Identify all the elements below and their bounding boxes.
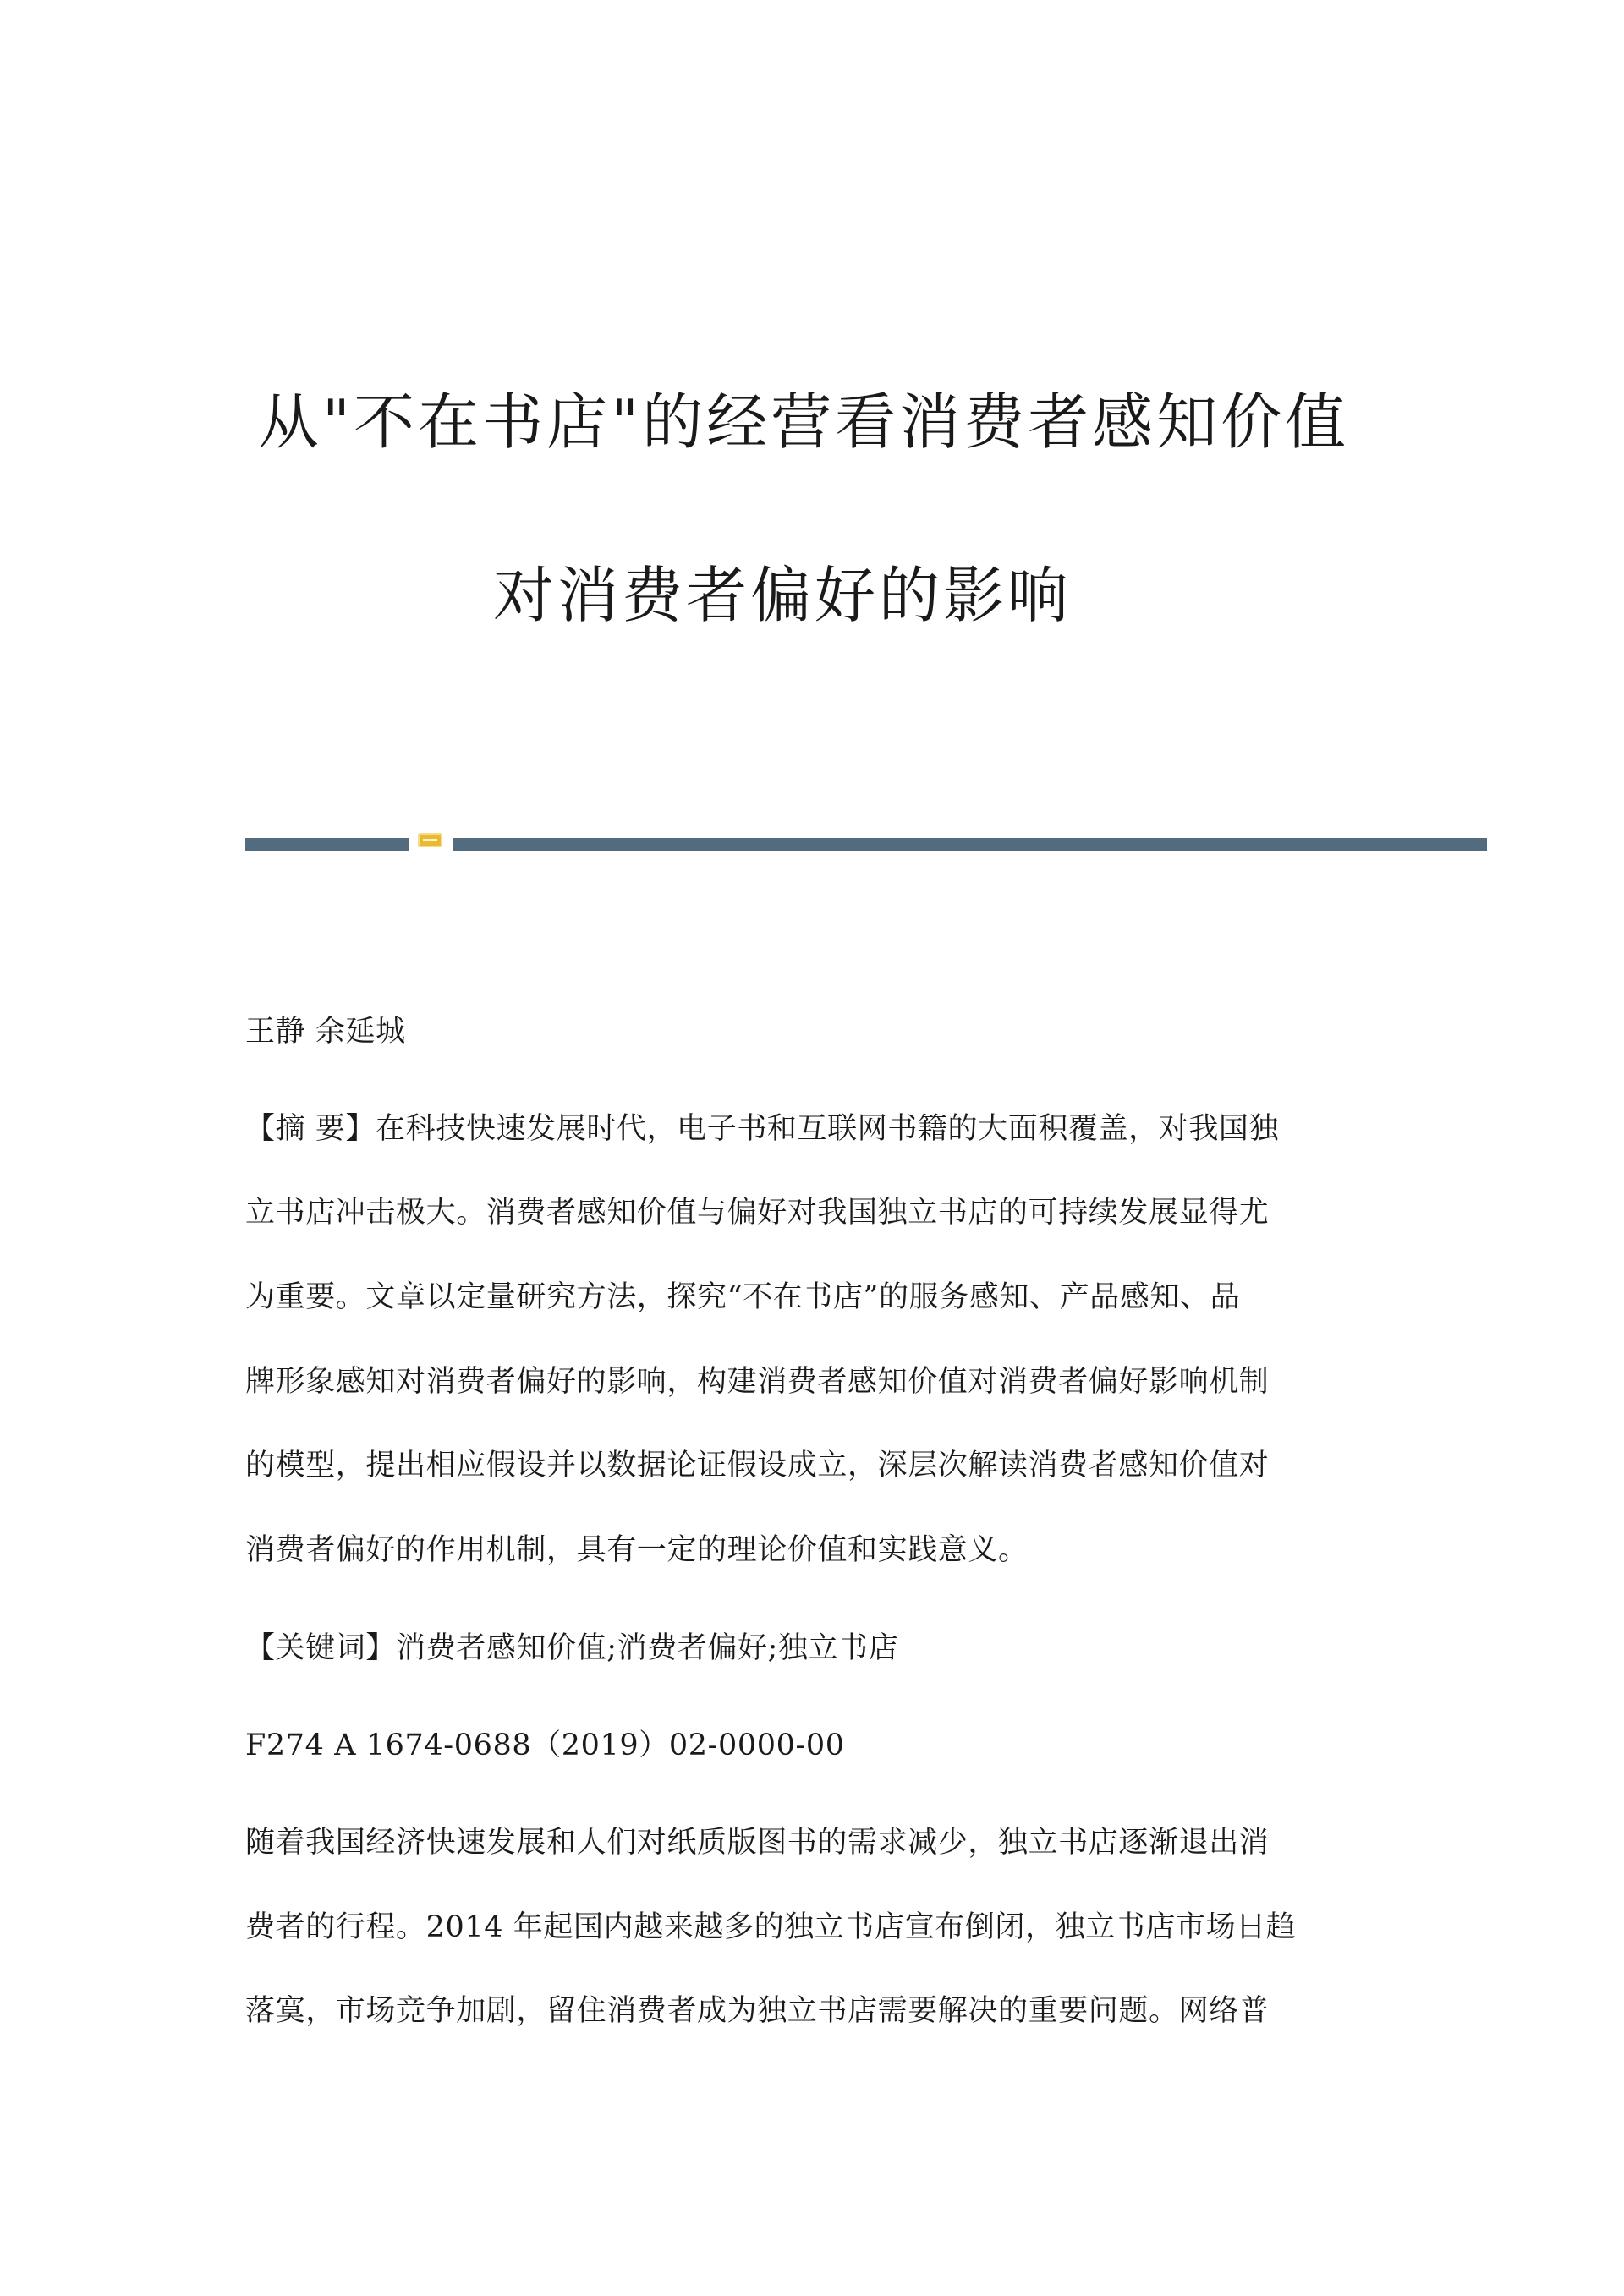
paper-title-line-1: 从"不在书店"的经营看消费者感知价值 [257,386,1350,458]
keywords: 【关键词】消费者感知价值;消费者偏好;独立书店 [245,1631,899,1665]
abstract-line: 立书店冲击极大。消费者感知价值与偏好对我国独立书店的可持续发展显得尤 [245,1196,1270,1230]
divider-bar-left [245,838,409,851]
title-divider [245,831,1487,853]
classification-code: F274 A 1674-0688（2019）02-0000-00 [245,1729,845,1762]
abstract-line: 为重要。文章以定量研究方法，探究“不在书店”的服务感知、产品感知、品 [245,1280,1241,1314]
abstract-line: 牌形象感知对消费者偏好的影响，构建消费者感知价值对消费者偏好影响机制 [245,1365,1270,1399]
authors: 王静 余延城 [245,1015,406,1049]
body-line: 费者的行程。2014 年起国内越来越多的独立书店宣布倒闭，独立书店市场日趋 [245,1910,1297,1944]
body-line: 随着我国经济快速发展和人们对纸质版图书的需求减少，独立书店逐渐退出消 [245,1826,1270,1860]
abstract-line: 的模型，提出相应假设并以数据论证假设成立，深层次解读消费者感知价值对 [245,1449,1270,1482]
abstract-line: 【摘 要】在科技快速发展时代，电子书和互联网书籍的大面积覆盖，对我国独 [245,1112,1280,1146]
divider-bar-right [453,838,1487,851]
paper-title-line-2: 对消费者偏好的影响 [492,560,1072,631]
abstract-line: 消费者偏好的作用机制，具有一定的理论价值和实践意义。 [245,1533,1029,1567]
body-line: 落寞，市场竞争加剧，留住消费者成为独立书店需要解决的重要问题。网络普 [245,1994,1270,2028]
divider-ornament-icon [418,833,442,847]
